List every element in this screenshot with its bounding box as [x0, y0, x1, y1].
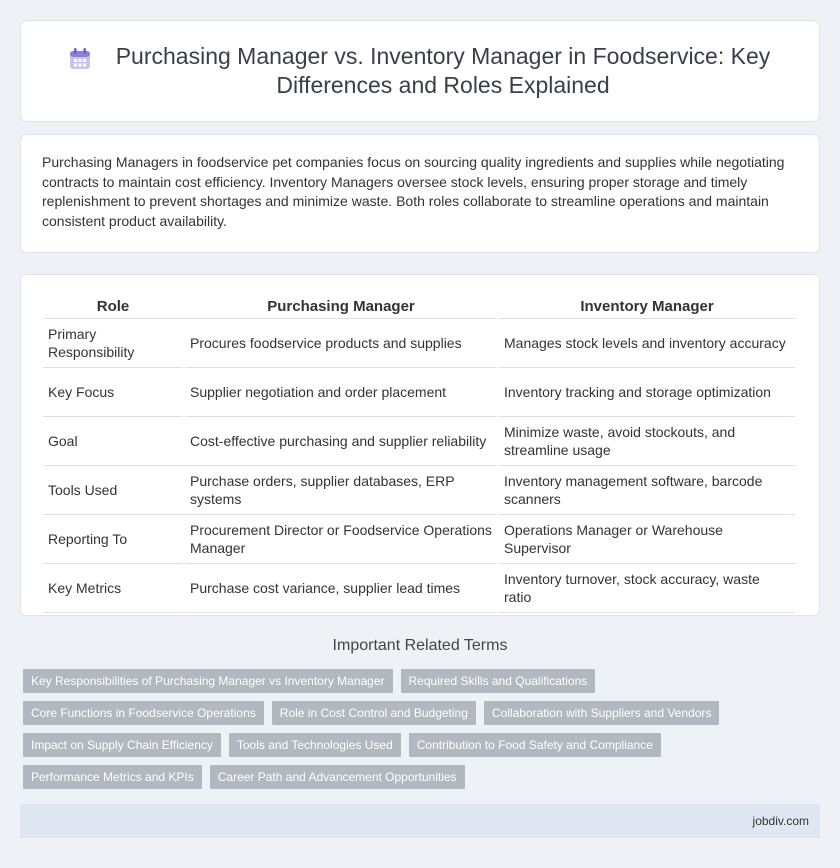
purchasing-cell: Supplier negotiation and order placement [185, 368, 497, 417]
inventory-cell: Operations Manager or Warehouse Supervisor [499, 515, 795, 564]
row-label: Tools Used [43, 466, 183, 515]
table-header-row [43, 293, 795, 319]
table-row [43, 319, 795, 368]
related-term-link[interactable]: Required Skills and Qualifications [401, 669, 596, 693]
purchasing-cell: Procures foodservice products and supplies [185, 319, 497, 368]
related-term-link[interactable]: Impact on Supply Chain Efficiency [23, 733, 221, 757]
related-term-link[interactable]: Role in Cost Control and Budgeting [272, 701, 476, 725]
inventory-cell: Inventory management software, barcode scanners [499, 466, 795, 515]
column-header-role: Role [43, 293, 183, 319]
related-terms-list [23, 669, 823, 797]
intro-text: Purchasing Managers in foodservice pet companies focus on sourcing quality ingredients and supplies while negotiating contracts to maintain cost efficiency. Inventory Managers oversee stock levels, ensuring proper storage and timely replenishment to prevent shortages and minimize waste. Both roles collaborate to streamline operations and maintain consistent product availability. [42, 154, 785, 229]
table-row [43, 564, 795, 613]
calendar-icon [67, 46, 93, 72]
related-term-link[interactable]: Career Path and Advancement Opportunities [210, 765, 465, 789]
related-term-link[interactable]: Performance Metrics and KPIs [23, 765, 202, 789]
purchasing-cell: Purchase orders, supplier databases, ERP systems [185, 466, 497, 515]
purchasing-cell: Purchase cost variance, supplier lead times [185, 564, 497, 613]
footer-site-link[interactable]: jobdiv.com [752, 814, 809, 828]
purchasing-cell: Cost-effective purchasing and supplier reliability [185, 417, 497, 466]
page-title: Purchasing Manager vs. Inventory Manager in Foodservice: Key Differences and Roles Explained [115, 43, 771, 98]
column-header-purchasing-manager: Purchasing Manager [185, 293, 497, 319]
related-term-link[interactable]: Core Functions in Foodservice Operations [23, 701, 264, 725]
row-label: Key Metrics [43, 564, 183, 613]
column-header-inventory-manager: Inventory Manager [499, 293, 795, 319]
table-row [43, 368, 795, 417]
row-label: Key Focus [43, 368, 183, 417]
row-label: Goal [43, 417, 183, 466]
inventory-cell: Inventory turnover, stock accuracy, waste ratio [499, 564, 795, 613]
related-term-link[interactable]: Key Responsibilities of Purchasing Manager vs Inventory Manager [23, 669, 393, 693]
table-row [43, 515, 795, 564]
inventory-cell: Manages stock levels and inventory accuracy [499, 319, 795, 368]
row-label: Reporting To [43, 515, 183, 564]
intro-card [20, 134, 820, 253]
comparison-table-card [20, 274, 820, 616]
title-card [20, 20, 820, 122]
related-terms-heading: Important Related Terms [332, 637, 508, 654]
purchasing-cell: Procurement Director or Foodservice Operations Manager [185, 515, 497, 564]
related-term-link[interactable]: Collaboration with Suppliers and Vendors [484, 701, 719, 725]
row-label: Primary Responsibility [43, 319, 183, 368]
comparison-table [41, 293, 797, 613]
inventory-cell: Minimize waste, avoid stockouts, and streamline usage [499, 417, 795, 466]
inventory-cell: Inventory tracking and storage optimization [499, 368, 795, 417]
table-row [43, 466, 795, 515]
related-term-link[interactable]: Tools and Technologies Used [229, 733, 401, 757]
title-wrap [21, 42, 819, 100]
table-row [43, 417, 795, 466]
related-term-link[interactable]: Contribution to Food Safety and Compliance [409, 733, 661, 757]
footer [20, 804, 820, 838]
